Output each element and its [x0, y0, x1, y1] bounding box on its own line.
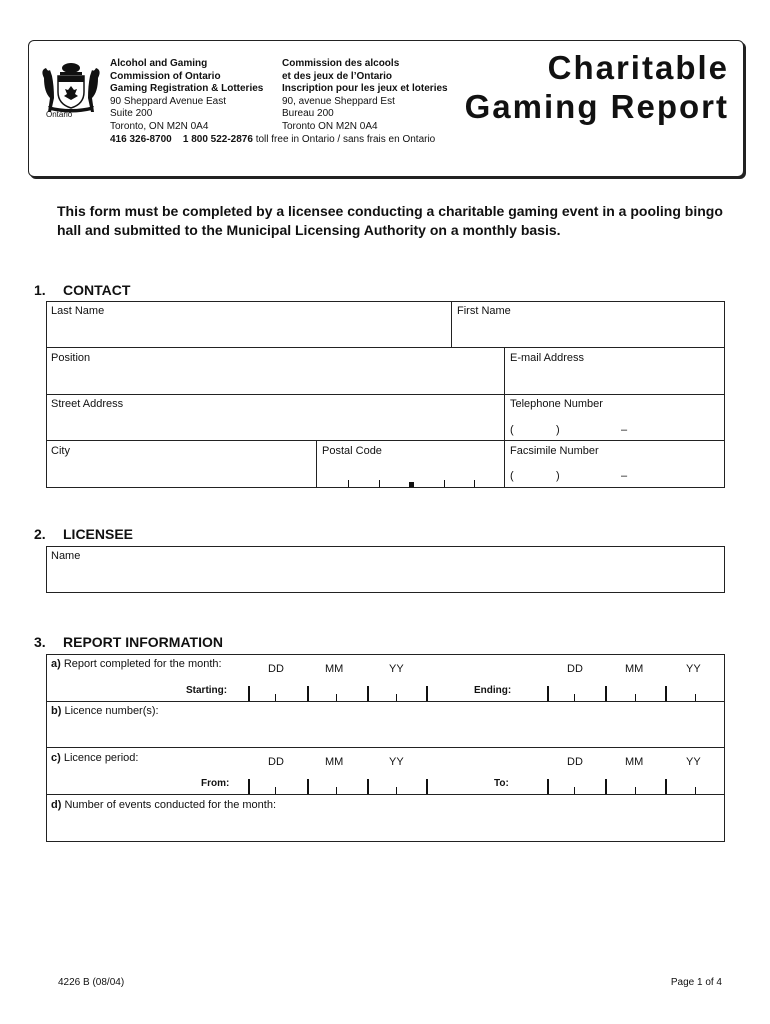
branch-name-fr: Inscription pour les jeux et loteries [282, 83, 448, 95]
city-field[interactable] [46, 441, 316, 488]
phone-main: 416 326-8700 [110, 134, 172, 145]
date-tick [426, 686, 428, 701]
postal-tick [444, 480, 445, 487]
last-name-label: Last Name [51, 305, 105, 317]
date-tick [635, 694, 636, 701]
agency-name-en-2: Commission of Ontario [110, 70, 221, 82]
section1-number: 1. [34, 282, 46, 298]
agency-name-en-1: Alcohol and Gaming [110, 58, 208, 69]
fax-dash: – [621, 470, 628, 482]
date-tick [248, 686, 250, 701]
ending-date-input[interactable] [547, 682, 697, 700]
row-c-letter: c) [51, 752, 61, 764]
telephone-paren-open: ( [510, 424, 514, 436]
date-tick [547, 686, 549, 701]
row-b-label [51, 705, 159, 717]
row-d-label [51, 799, 276, 811]
agco-french-address [282, 58, 448, 134]
first-name-label: First Name [457, 305, 511, 317]
phone-note: toll free in Ontario / sans frais en Ontario [255, 134, 436, 145]
to-mm-label: MM [625, 756, 644, 768]
end-mm-label: MM [625, 663, 644, 675]
date-tick [605, 686, 607, 701]
phone-tollfree: 1 800 522-2876 [182, 134, 253, 145]
phone-line [110, 134, 435, 145]
row-b-letter: b) [51, 705, 62, 717]
section1-title: CONTACT [63, 282, 131, 298]
city-fr: Toronto ON M2N 0A4 [282, 120, 378, 132]
date-tick [307, 686, 309, 701]
agency-name-fr-1: Commission des alcools [282, 58, 400, 69]
street-en: 90 Sheppard Avenue East [110, 95, 227, 107]
from-mm-label: MM [325, 756, 344, 768]
section2-number: 2. [34, 526, 46, 542]
row-a-label [51, 658, 222, 670]
date-tick [396, 787, 397, 794]
row-c-text: Licence period: [63, 752, 139, 764]
intro-text: This form must be completed by a licensee conducting a charitable gaming event in a pooling bingo hall and submitted to the Municipal Licensing Authority on a monthly basis. [57, 203, 723, 238]
from-label: From: [201, 778, 230, 789]
row-b-text: Licence number(s): [64, 705, 159, 717]
date-tick [336, 787, 337, 794]
suite-en: Suite 200 [110, 108, 153, 120]
telephone-label: Telephone Number [510, 398, 603, 410]
agency-name-fr-2: et des jeux de l’Ontario [282, 70, 393, 82]
fax-label: Facsimile Number [510, 445, 599, 457]
postal-code-label: Postal Code [322, 445, 382, 457]
to-label: To: [494, 778, 509, 789]
section3-title: REPORT INFORMATION [63, 634, 223, 650]
form-title-line2: Gaming Report [464, 88, 729, 125]
licensee-name-label: Name [51, 550, 81, 562]
report-row-divider [46, 747, 725, 748]
date-tick [695, 787, 696, 794]
street-address-label: Street Address [51, 398, 124, 410]
to-date-input[interactable] [547, 775, 697, 793]
ontario-logo-text: Ontario [46, 110, 73, 119]
to-yy-label: YY [686, 756, 701, 768]
start-mm-label: MM [325, 663, 344, 675]
date-tick [396, 694, 397, 701]
date-tick [605, 779, 607, 794]
row-d-letter: d) [51, 799, 62, 811]
date-tick [665, 686, 667, 701]
telephone-paren-close: ) [556, 424, 560, 436]
date-tick [367, 686, 369, 701]
to-dd-label: DD [567, 756, 583, 768]
section3-number: 3. [34, 634, 46, 650]
date-tick [695, 694, 696, 701]
postal-tick [474, 480, 475, 487]
city-en: Toronto, ON M2N 0A4 [110, 120, 209, 132]
agco-english-address [110, 58, 263, 134]
date-tick [367, 779, 369, 794]
postal-tick [348, 480, 349, 487]
postal-tick [379, 480, 380, 487]
date-tick [574, 694, 575, 701]
from-yy-label: YY [389, 756, 404, 768]
date-tick [426, 779, 428, 794]
date-tick [336, 694, 337, 701]
end-yy-label: YY [686, 663, 701, 675]
ending-label: Ending: [474, 685, 512, 696]
date-tick [275, 694, 276, 701]
city-label: City [51, 445, 70, 457]
date-tick [248, 779, 250, 794]
row-d-text: Number of events conducted for the month: [64, 799, 277, 811]
form-number: 4226 B (08/04) [58, 977, 125, 988]
starting-label: Starting: [186, 685, 228, 696]
row-a-letter: a) [51, 658, 61, 670]
last-name-field[interactable] [46, 301, 451, 347]
end-dd-label: DD [567, 663, 583, 675]
suite-fr: Bureau 200 [282, 108, 334, 120]
form-title-line1: Charitable [547, 49, 729, 86]
fax-paren-open: ( [510, 470, 514, 482]
row-c-label [51, 752, 138, 764]
position-label: Position [51, 352, 91, 364]
row-a-text: Report completed for the month: [63, 658, 222, 670]
fax-paren-close: ) [556, 470, 560, 482]
from-dd-label: DD [268, 756, 284, 768]
page-number: Page 1 of 4 [670, 977, 722, 988]
email-label: E-mail Address [510, 352, 584, 364]
branch-name-en: Gaming Registration & Lotteries [110, 83, 264, 95]
street-fr: 90, avenue Sheppard Est [282, 95, 395, 107]
start-dd-label: DD [268, 663, 284, 675]
position-field[interactable] [46, 348, 504, 394]
date-tick [665, 779, 667, 794]
date-tick [307, 779, 309, 794]
date-tick [547, 779, 549, 794]
licensee-name-field[interactable] [46, 546, 725, 593]
telephone-dash: – [621, 424, 628, 436]
date-tick [574, 787, 575, 794]
date-tick [635, 787, 636, 794]
start-yy-label: YY [389, 663, 404, 675]
postal-separator [409, 482, 414, 487]
section2-title: LICENSEE [63, 526, 134, 542]
date-tick [275, 787, 276, 794]
